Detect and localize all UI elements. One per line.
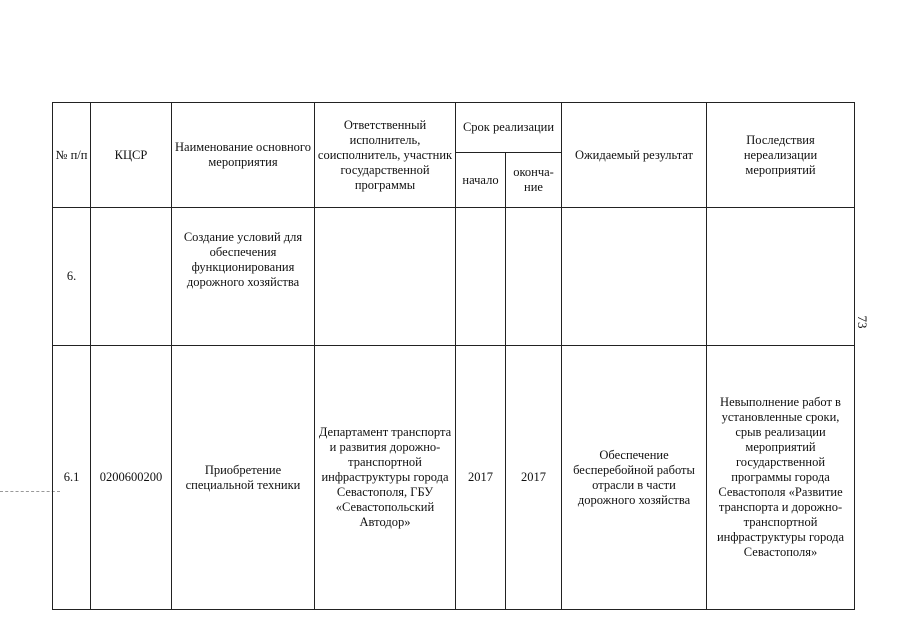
header-consequences: Последствия нереализации мероприятий <box>707 103 855 208</box>
measures-table <box>52 102 855 610</box>
row-end: 2017 <box>506 346 562 610</box>
row-num: 6. <box>53 208 91 346</box>
row-expected <box>562 208 707 346</box>
header-start: начало <box>456 153 506 208</box>
header-row <box>53 103 855 153</box>
row-kcsr <box>91 208 172 346</box>
row-name: Приобретение специальной техники <box>172 346 315 610</box>
margin-dash-line <box>0 491 60 492</box>
header-responsible: Ответственный исполнитель, соисполнитель, участник государственной программы <box>315 103 456 208</box>
header-end: оконча-ние <box>506 153 562 208</box>
row-consequences <box>707 208 855 346</box>
table-row <box>53 346 855 610</box>
row-start <box>456 208 506 346</box>
row-num: 6.1 <box>53 346 91 610</box>
page-number: 73 <box>855 315 870 329</box>
header-kcsr: КЦСР <box>91 103 172 208</box>
header-term: Срок реализации <box>456 103 562 153</box>
table-row <box>53 208 855 346</box>
row-start: 2017 <box>456 346 506 610</box>
header-name: Наименование основного мероприятия <box>172 103 315 208</box>
row-kcsr: 0200600200 <box>91 346 172 610</box>
row-end <box>506 208 562 346</box>
row-expected: Обеспечение бесперебойной работы отрасли в части дорожного хозяйства <box>562 346 707 610</box>
header-expected: Ожидаемый результат <box>562 103 707 208</box>
row-responsible <box>315 208 456 346</box>
row-responsible: Департамент транспорта и развития дорожно-транспортной инфраструктуры города Севастополя, ГБУ «Севастопольский Автодор» <box>315 346 456 610</box>
row-name: Создание условий для обеспечения функционирования дорожного хозяйства <box>172 208 315 346</box>
row-consequences: Невыполнение работ в установленные сроки, срыв реализации мероприятий государственной программы города Севастополя «Развитие транспорта и дорожно-транспортной инфраструктуры города Севастополя» <box>707 346 855 610</box>
header-num: № п/п <box>53 103 91 208</box>
